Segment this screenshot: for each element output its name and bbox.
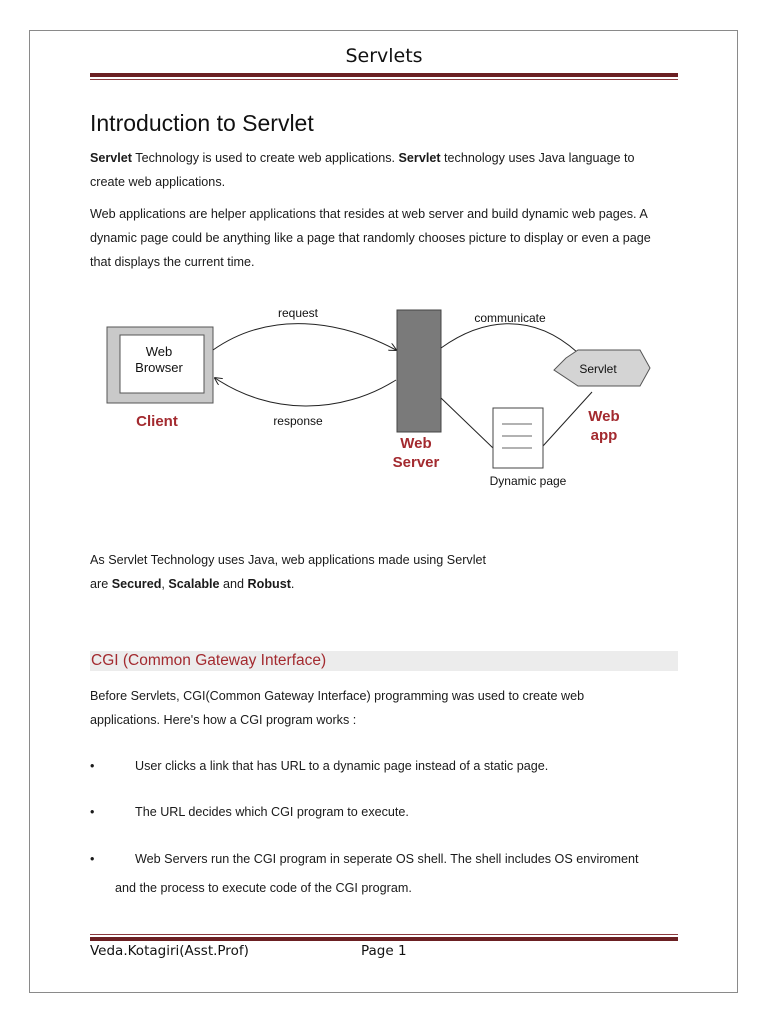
servlet-label: Servlet: [579, 362, 617, 376]
dynamic-page-label: Dynamic page: [489, 474, 567, 488]
robust-text: Robust: [247, 577, 291, 591]
page-to-servlet-line: [543, 392, 592, 446]
bullet-icon: •: [90, 805, 95, 819]
web-app-label-line2: app: [590, 427, 618, 444]
web-app-label-line1: Web: [588, 408, 620, 425]
dynamic-page-document-icon: [493, 408, 543, 468]
footer-rule-thick: [90, 937, 678, 941]
browser-label-line2: Browser: [135, 360, 183, 375]
communicate-label: communicate: [474, 311, 546, 325]
secured-text: Secured: [111, 577, 162, 591]
intro-paragraph-2: Web applications are helper applications that resides at web server and build dynamic web pages. A dynamic page could be anything like a page that randomly chooses picture to display or even a page that displays the current time.: [90, 207, 651, 269]
web-server-label-line2: Server: [392, 454, 440, 471]
page-header-title: Servlets: [345, 45, 423, 67]
servlet-architecture-diagram: [100, 300, 660, 500]
features-paragraph: As Servlet Technology uses Java, web applications made using Servlet are Secured, Scalable and Robust.: [90, 553, 486, 591]
response-arrow: [215, 378, 396, 406]
servlet-bold-1: Servlet: [90, 151, 133, 165]
communicate-line: [441, 324, 577, 352]
request-label: request: [277, 306, 319, 320]
browser-label-line1: Web: [145, 344, 173, 359]
request-arrow: [213, 324, 396, 350]
intro-heading: Introduction to Servlet: [90, 110, 314, 136]
web-server-label-line1: Web: [400, 435, 432, 452]
footer-author: Veda.Kotagiri(Asst.Prof): [90, 943, 249, 959]
servlet-bold-2: Servlet: [398, 151, 441, 165]
cgi-intro-paragraph: Before Servlets, CGI(Common Gateway Interface) programming was used to create web applications. Here's how a CGI program works :: [90, 689, 585, 727]
intro-paragraph-1: Servlet Technology is used to create web applications. Servlet technology uses Java language to create web applications.: [90, 151, 635, 189]
bullet-icon: •: [90, 852, 95, 866]
footer-page-number: Page 1: [361, 943, 407, 959]
response-label: response: [273, 414, 323, 428]
header-rule-thick: [90, 73, 678, 77]
footer-rule-thin: [90, 934, 678, 935]
header-rule-thin: [90, 79, 678, 80]
web-server-block: [397, 310, 441, 432]
server-to-page-line: [441, 398, 493, 448]
cgi-heading: CGI (Common Gateway Interface): [91, 652, 327, 669]
client-label: Client: [136, 413, 178, 430]
scalable-text: Scalable: [168, 577, 220, 591]
bullet-icon: •: [90, 759, 95, 773]
